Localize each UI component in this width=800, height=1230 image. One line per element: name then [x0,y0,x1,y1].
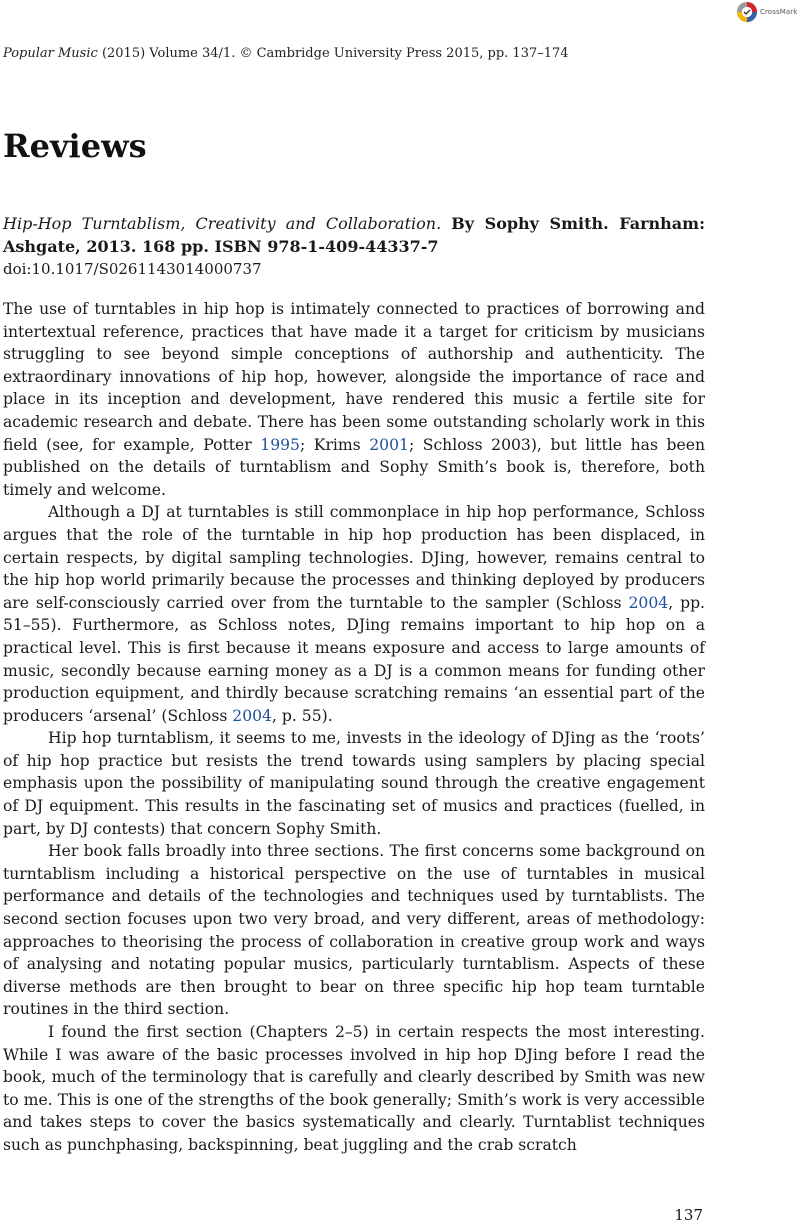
paragraph-4: Her book falls broadly into three sections. The first concerns some background on turntablism including a historical perspective on the use of turntables in musical performance and details of the technologies and techniques used by turntablists. The second section focuses upon two very broad, and very different, areas of methodology: approaches to theorising the process of collaboration in creative group work and ways of analysing and notating popular musics, particularly turntablism. Aspects of these diverse methods are then brought to bear on three specific hip hop team turntable routines in the third section. [3,842,705,1019]
page-number: 137 [674,1206,703,1224]
paragraph-1: The use of turntables in hip hop is intimately connected to practices of borrowing and intertextual reference, practices that have made it a target for criticism by musicians struggling to see beyond simple conceptions of authorship and authenticity. The extraordinary innovations of hip hop, however, alongside the importance of race and place in its inception and development, have rendered this music a fertile site for academic research and debate. There has been some outstanding scholarly work in this field (see, for example, Potter 1995; Krims 2001; Schloss 2003), but little has been published on the details of turntablism and Sophy Smith’s book is, therefore, both timely and welcome. [3,300,705,499]
journal-header [3,45,793,63]
book-bibliographic-info: By Sophy Smith. Farnham: Ashgate, 2013. 168 pp. ISBN 978-1-409-44337-7 [3,214,706,256]
review-body [3,298,705,1157]
crossmark-label: CrossMark [760,8,798,16]
crossmark-icon [736,1,758,23]
citation-link[interactable]: 2001 [369,435,409,454]
citation-link[interactable]: 2004 [628,593,669,612]
review-heading [3,212,705,258]
citation-link[interactable]: 2004 [232,706,272,725]
paragraph-2: Although a DJ at turntables is still commonplace in hip hop performance, Schloss argues that the role of the turntable in hip hop production has been displaced, in certain respects, by digital sampling technologies. DJing, however, remains central to the hip hop world primarily because the processes and thinking deployed by producers are self-consciously carried over from the turntable to the sampler (Schloss 2004, pp. 51–55). Furthermore, as Schloss notes, DJing remains important to hip hop on a practical level. This is first because it means exposure and access to large amounts of music, secondly because earning money as a DJ is a common means for funding other production equipment, and thirdly because scratching remains ‘an essential part of the producers ‘arsenal’ (Schloss 2004, p. 55). [3,503,706,725]
section-title: Reviews [3,127,147,165]
paragraph-3: Hip hop turntablism, it seems to me, invests in the ideology of DJing as the ‘roots’ of hip hop practice but resists the trend towards using samplers by placing special emphasis upon the possibility of manipulating sound through the creative engagement of DJ equipment. This results in the fascinating set of musics and practices (fuelled, in part, by DJ contests) that concern Sophy Smith. [3,729,705,838]
journal-name: Popular Music [3,46,98,61]
citation-link[interactable]: 1995 [260,435,300,454]
crossmark-badge[interactable] [736,0,800,24]
book-title: Hip-Hop Turntablism, Creativity and Collaboration. [3,214,442,233]
doi: doi:10.1017/S0261143014000737 [3,260,262,278]
journal-details: (2015) Volume 34/1. © Cambridge University Press 2015, pp. 137–174 [101,46,569,61]
paragraph-5: I found the first section (Chapters 2–5) in certain respects the most interesting. While I was aware of the basic processes involved in hip hop DJing before I read the book, much of the terminology that is carefully and clearly described by Smith was new to me. This is one of the strengths of the book generally; Smith’s work is very accessible and takes steps to cover the basics systematically and clearly. Turntablist techniques such as punchphasing, backspinning, beat juggling and the crab scratch [3,1023,705,1154]
